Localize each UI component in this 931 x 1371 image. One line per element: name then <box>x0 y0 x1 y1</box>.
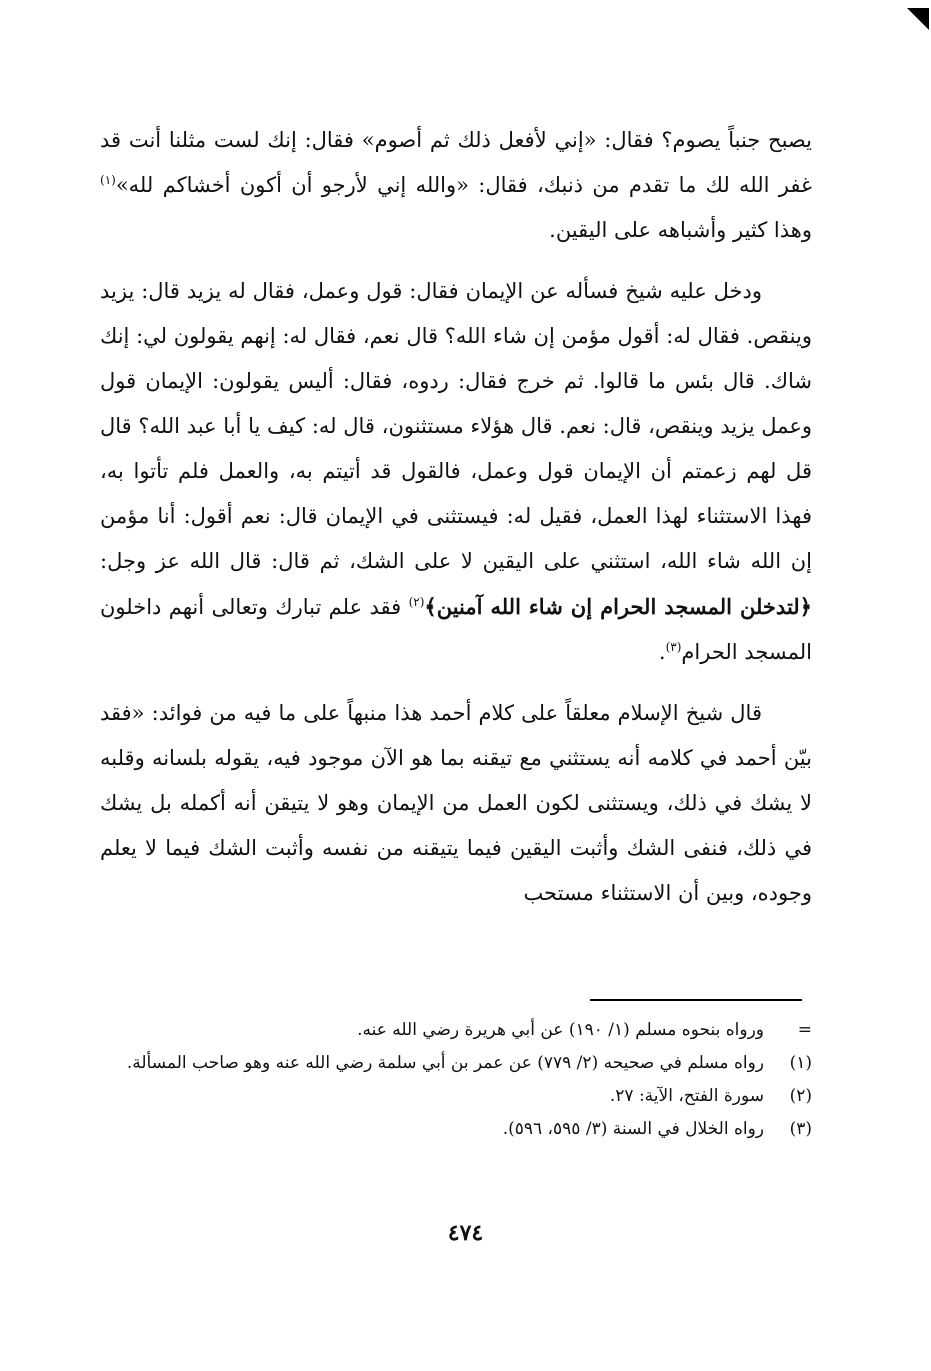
paragraph-1 <box>100 118 812 253</box>
footnote-text: رواه مسلم في صحيحه (٢/ ٧٧٩) عن عمر بن أبي سلمة رضي الله عنه وهو صاحب المسألة. <box>126 1053 764 1073</box>
text-segment: ودخل عليه شيخ فسأله عن الإيمان فقال: قول وعمل، فقال له يزيد قال: يزيد وينقص. فقال له: أقول مؤمن إن شاء الله؟ قال نعم، فقال له: إنهم يقولون لي: إنك شاك. قال بئس ما قالوا. ثم خرج فقال: ردوه، فقال: أليس يقولون: الإيمان قول وعمل يزيد وينقص، قال: نعم. قال هؤلاء مستثنون، قال له: كيف يا أبا عبد الله؟ قال قل لهم زعمتم أن الإيمان قول وعمل، فالقول قد أتيتم به، والعمل فلم تأتوا به، فهذا الاستثناء لهذا العمل، فقيل له: فيستثنى في الإيمان قال: نعم أقول: أنا مؤمن إن الله شاء الله، استثني على اليقين لا على الشك، ثم قال: قال الله عز وجل: <box>100 279 812 573</box>
paragraph-3 <box>100 691 812 916</box>
footnote-3 <box>100 1113 812 1146</box>
footnote-ref-2: (٢) <box>408 595 425 609</box>
footnote-separator <box>590 999 802 1001</box>
footnote-mark: = <box>797 1020 812 1040</box>
footnote-mark: (٣) <box>789 1119 812 1139</box>
footnote-ref-1: (١) <box>100 173 116 187</box>
footnote-text: سورة الفتح، الآية: ٢٧. <box>609 1086 764 1106</box>
text-segment: . <box>658 640 666 664</box>
text-segment: فقد علم تبارك وتعالى أنهم داخلون المسجد الحرام <box>100 595 812 664</box>
footnote-text: ورواه بنحوه مسلم (١/ ١٩٠) عن أبي هريرة رضي الله عنه. <box>357 1020 764 1040</box>
text-segment: قال شيخ الإسلام معلقاً على كلام أحمد هذا منبهاً على ما فيه من فوائد: «فقد بيّن أحمد في كلامه أنه يستثني مع تيقنه بما هو الآن موجود فيه، يقوله بلسانه وقلبه لا يشك في ذلك، ويستثنى لكون العمل من الإيمان وهو لا يتيقن أنه أكمله بل يشك في ذلك، فنفى الشك وأثبت اليقين فيما يتيقنه من نفسه وأثبت الشك فيما لا يعلم وجوده، وبين أن الاستثناء مستحب <box>100 701 812 905</box>
footnote-ref-3: (٣) <box>665 640 682 654</box>
footnote-1 <box>100 1047 812 1080</box>
footnote-mark: (١) <box>789 1053 812 1073</box>
footnote-continuation <box>100 1014 812 1047</box>
page-corner-marker <box>907 8 929 30</box>
page-number: ٤٧٤ <box>447 1220 484 1246</box>
paragraph-2 <box>100 269 812 675</box>
footnotes <box>100 1014 812 1146</box>
text-segment: يصبح جنباً يصوم؟ فقال: «إني لأفعل ذلك ثم أصوم» فقال: إنك لست مثلنا أنت قد غفر الله لك ما تقدم من ذنبك، فقال: «والله إني لأرجو أن أكون أخشاكم لله» <box>100 128 812 197</box>
quran-verse: ﴿لتدخلن المسجد الحرام إن شاء الله آمنين﴾ <box>424 594 812 619</box>
footnote-mark: (٢) <box>789 1086 812 1106</box>
footnote-text: رواه الخلال في السنة (٣/ ٥٩٥، ٥٩٦). <box>502 1119 764 1139</box>
main-text <box>100 118 812 932</box>
footnote-2 <box>100 1080 812 1113</box>
text-segment: وهذا كثير وأشباهه على اليقين. <box>549 218 812 242</box>
